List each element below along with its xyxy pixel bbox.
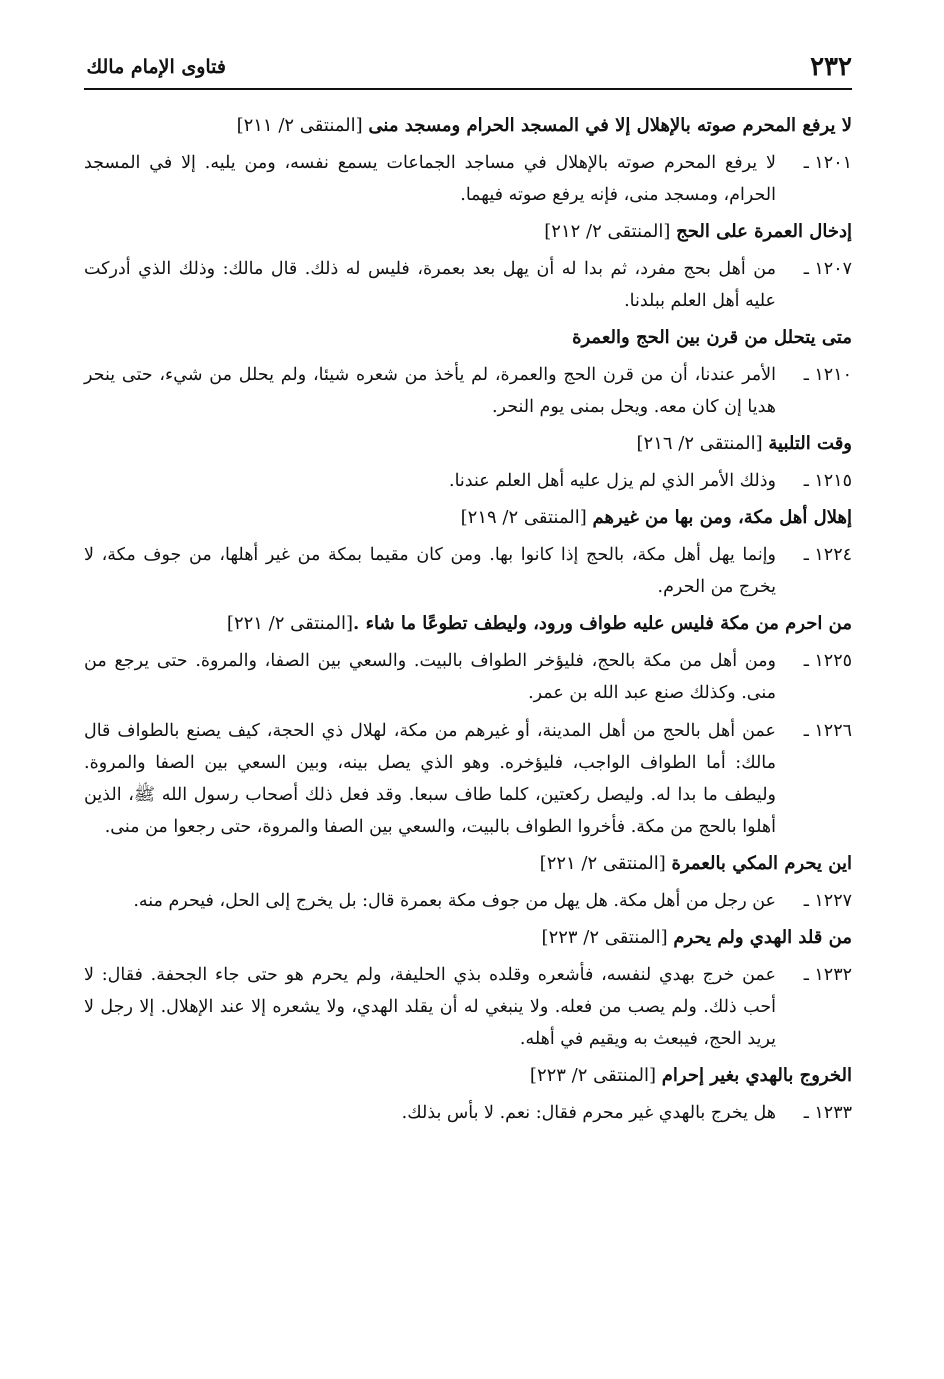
section-heading: وقت التلبية	[768, 433, 852, 454]
entry-number: ١٢٠١ ـ	[803, 153, 852, 173]
page-content	[84, 111, 852, 1129]
entry-text: وإنما يهل أهل مكة، بالحج إذا كانوا بها. ومن كان مقيما بمكة من غير أهلها، من جوف مكة، لا يخرج من الحرم.	[84, 545, 776, 597]
section-title	[84, 1061, 852, 1091]
entry-number: ١٢١٥ ـ	[803, 471, 852, 491]
section-heading: إهلال أهل مكة، ومن بها من غيرهم	[592, 507, 852, 528]
entry-number: ١٢١٠ ـ	[803, 365, 852, 385]
section	[84, 503, 852, 603]
section-reference: [المنتقى ٢/ ٢١٦]	[636, 433, 763, 454]
entry-text: وذلك الأمر الذي لم يزل عليه أهل العلم عندنا.	[449, 471, 776, 491]
section	[84, 429, 852, 497]
section-reference: [المنتقى ٢/ ٢٢١]	[539, 853, 666, 874]
section-title	[84, 323, 852, 353]
entry-text: الأمر عندنا، أن من قرن الحج والعمرة، لم يأخذ من شعره شيئا، ولم يحلل من شيء، حتى ينحر هديا إن كان معه. ويحل بمنى يوم النحر.	[84, 365, 776, 417]
section	[84, 1061, 852, 1129]
section	[84, 609, 852, 843]
section-heading: من احرم من مكة فليس عليه طواف ورود، وليطف تطوعًا ما شاء .	[353, 613, 852, 634]
page-header	[84, 50, 852, 90]
section-reference: [المنتقى ٢/ ٢١٢]	[544, 221, 671, 242]
fatwa-entry	[84, 715, 852, 843]
fatwa-entry	[84, 465, 852, 497]
section	[84, 849, 852, 917]
fatwa-entry	[84, 959, 852, 1055]
entry-text: ومن أهل من مكة بالحج، فليؤخر الطواف بالبيت. والسعي بين الصفا، والمروة. حتى يرجع من منى. وكذلك صنع عبد الله بن عمر.	[84, 651, 776, 703]
section-heading: متى يتحلل من قرن بين الحج والعمرة	[572, 327, 852, 348]
entry-number: ١٢٢٧ ـ	[803, 891, 852, 911]
book-title: فتاوى الإمام مالك	[86, 56, 226, 78]
fatwa-entry	[84, 147, 852, 211]
fatwa-entry	[84, 359, 852, 423]
entry-number: ١٢٢٤ ـ	[803, 545, 852, 565]
section-heading: إدخال العمرة على الحج	[676, 221, 852, 242]
section-title	[84, 923, 852, 953]
fatwa-entry	[84, 885, 852, 917]
section	[84, 111, 852, 211]
section-title	[84, 609, 852, 639]
entry-text: من أهل بحج مفرد، ثم بدا له أن يهل بعد بعمرة، فليس له ذلك. قال مالك: وذلك الذي أدركت عليه أهل العلم ببلدنا.	[84, 259, 776, 311]
section-heading: لا يرفع المحرم صوته بالإهلال إلا في المسجد الحرام ومسجد منى	[368, 115, 852, 136]
section-heading: الخروج بالهدي بغير إحرام	[661, 1065, 852, 1086]
entry-number: ١٢٠٧ ـ	[803, 259, 852, 279]
section-reference: [المنتقى ٢/ ٢٢٣]	[529, 1065, 657, 1086]
section-title	[84, 111, 852, 141]
entry-text: عن رجل من أهل مكة. هل يهل من جوف مكة بعمرة قال: بل يخرج إلى الحل، فيحرم منه.	[133, 891, 776, 911]
entry-number: ١٢٢٦ ـ	[803, 721, 852, 741]
entry-text: هل يخرج بالهدي غير محرم فقال: نعم. لا بأس بذلك.	[401, 1103, 776, 1123]
section-title	[84, 429, 852, 459]
fatwa-entry	[84, 253, 852, 317]
section	[84, 323, 852, 423]
section-title	[84, 503, 852, 533]
page-number: ٢٣٢	[810, 52, 852, 82]
entry-number: ١٢٣٢ ـ	[803, 965, 852, 985]
section-title	[84, 849, 852, 879]
section-heading: من قلد الهدي ولم يحرم	[673, 927, 852, 948]
entry-number: ١٢٢٥ ـ	[803, 651, 852, 671]
entry-text: عمن أهل بالحج من أهل المدينة، أو غيرهم من مكة، لهلال ذي الحجة، كيف يصنع بالطواف قال مالك: أما الطواف الواجب، فليؤخره. وهو الذي يصل بينه، وبين السعي بين الصفا والمروة. وليطف ما بدا له. وليصل ركعتين، كلما طاف سبعا. وقد فعل ذلك أصحاب رسول الله ﷺ، الذين أهلوا بالحج من مكة. فأخروا الطواف بالبيت، والسعي بين الصفا والمروة، حتى رجعوا من منى.	[84, 721, 776, 837]
section-title	[84, 217, 852, 247]
section-reference: [المنتقى ٢/ ٢١١]	[236, 115, 363, 136]
fatwa-entry	[84, 539, 852, 603]
entry-number: ١٢٣٣ ـ	[803, 1103, 852, 1123]
entry-text: عمن خرج بهدي لنفسه، فأشعره وقلده بذي الحليفة، ولم يحرم هو حتى جاء الجحفة. فقال: لا أحب ذلك. ولم يصب من فعله. ولا ينبغي له أن يقلد الهدي، ولا يشعره إلا عند الإهلال. إلا رجل لا يريد الحج، فيبعث به ويقيم في أهله.	[84, 965, 776, 1049]
section	[84, 217, 852, 317]
book-page	[84, 50, 852, 1135]
section	[84, 923, 852, 1055]
section-reference: [المنتقى ٢/ ٢١٩]	[460, 507, 587, 528]
section-reference: [المنتقى ٢/ ٢٢٣]	[541, 927, 668, 948]
section-heading: اين يحرم المكي بالعمرة	[671, 853, 852, 874]
fatwa-entry	[84, 645, 852, 709]
entry-text: لا يرفع المحرم صوته بالإهلال في مساجد الجماعات يسمع نفسه، ومن يليه. إلا في المسجد الحرام، ومسجد منى، فإنه يرفع صوته فيهما.	[84, 153, 776, 205]
fatwa-entry	[84, 1097, 852, 1129]
section-reference: [المنتقى ٢/ ٢٢١]	[226, 613, 354, 634]
